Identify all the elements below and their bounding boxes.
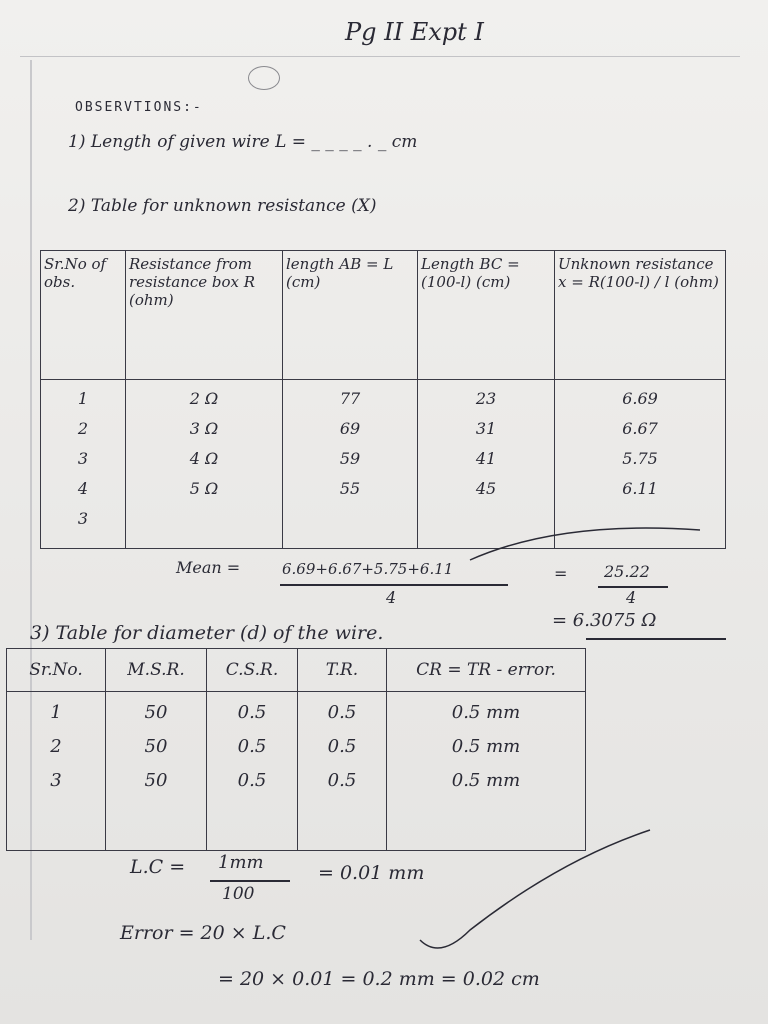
col-header-cr: CR = TR - error. bbox=[387, 649, 586, 692]
table-cell: 0.5 mm bbox=[451, 736, 521, 757]
least-count-result: = 0.01 mm bbox=[318, 862, 425, 884]
mean-equals: = bbox=[554, 564, 568, 583]
section3-title: 3) Table for diameter (d) of the wire. bbox=[30, 622, 384, 644]
table-cell: 0.5 bbox=[237, 770, 267, 791]
mean-final: = 6.3075 Ω bbox=[552, 610, 657, 631]
mean-result-denominator: 4 bbox=[626, 588, 637, 607]
least-count-numerator: 1mm bbox=[218, 852, 264, 873]
table-cell: 4 bbox=[77, 479, 89, 498]
col-header-msr: M.S.R. bbox=[106, 649, 207, 692]
table-cell: 4 Ω bbox=[189, 449, 219, 468]
least-count-denominator: 100 bbox=[222, 884, 255, 904]
table-cell: 6.11 bbox=[622, 479, 658, 498]
table-cell: 50 bbox=[144, 770, 168, 791]
least-count-label: L.C = bbox=[130, 856, 186, 878]
table-cell: 3 bbox=[77, 509, 89, 528]
table-cell: 50 bbox=[144, 702, 168, 723]
table-cell: 77 bbox=[339, 389, 361, 408]
error-value: = 20 × 0.01 = 0.2 mm = 0.02 cm bbox=[218, 968, 540, 990]
table-cell: 2 bbox=[77, 419, 89, 438]
mean-denominator: 4 bbox=[386, 588, 397, 607]
table2-title: 2) Table for unknown resistance (X) bbox=[68, 196, 377, 216]
col-header-srno: Sr.No of obs. bbox=[41, 251, 126, 380]
mean-numerator: 6.69+6.67+5.75+6.11 bbox=[282, 560, 454, 578]
col-header-resistance: Resistance from resistance box R (ohm) bbox=[126, 251, 283, 380]
table-cell: 3 Ω bbox=[189, 419, 219, 438]
observations-title: OBSERVTIONS:- bbox=[75, 100, 203, 115]
col-header-csr: C.S.R. bbox=[207, 649, 298, 692]
table-cell: 55 bbox=[339, 479, 361, 498]
table-cell: 0.5 bbox=[327, 702, 357, 723]
table-cell: 0.5 bbox=[327, 770, 357, 791]
table-cell: 1 bbox=[50, 702, 62, 723]
table-cell: 3 bbox=[77, 449, 89, 468]
table-cell: 2 bbox=[50, 736, 62, 757]
page-header: Pg II Expt I bbox=[345, 18, 484, 46]
table-cell: 0.5 mm bbox=[451, 770, 521, 791]
table-cell: 6.69 bbox=[622, 389, 658, 408]
table-cell: 59 bbox=[339, 449, 361, 468]
col-header-unknown-resistance: Unknown resistance x = R(100-l) / l (ohm) bbox=[555, 251, 726, 380]
table-cell: 6.67 bbox=[622, 419, 658, 438]
mean-label: Mean = bbox=[176, 558, 241, 577]
col-header-length-bc: Length BC = (100-l) (cm) bbox=[418, 251, 555, 380]
table-cell: 1 bbox=[77, 389, 89, 408]
table-cell: 0.5 bbox=[237, 736, 267, 757]
table-cell: 5.75 bbox=[622, 449, 658, 468]
table-cell: 0.5 bbox=[237, 702, 267, 723]
error-formula: Error = 20 × L.C bbox=[120, 922, 286, 944]
table-cell: 2 Ω bbox=[189, 389, 219, 408]
table-cell: 5 Ω bbox=[189, 479, 219, 498]
table-cell: 31 bbox=[475, 419, 497, 438]
wire-length-line: 1) Length of given wire L = _ _ _ _ . _ cm bbox=[68, 132, 418, 152]
col-header-srno: Sr.No. bbox=[7, 649, 106, 692]
table-cell: 41 bbox=[475, 449, 497, 468]
col-header-length-ab: length AB = L (cm) bbox=[283, 251, 418, 380]
table-cell: 23 bbox=[475, 389, 497, 408]
table-cell: 0.5 mm bbox=[451, 702, 521, 723]
mean-result-numerator: 25.22 bbox=[604, 562, 650, 581]
table-cell: 0.5 bbox=[327, 736, 357, 757]
table-cell: 3 bbox=[50, 770, 62, 791]
table-cell: 69 bbox=[339, 419, 361, 438]
table-cell: 50 bbox=[144, 736, 168, 757]
table-cell: 45 bbox=[475, 479, 497, 498]
col-header-tr: T.R. bbox=[298, 649, 387, 692]
